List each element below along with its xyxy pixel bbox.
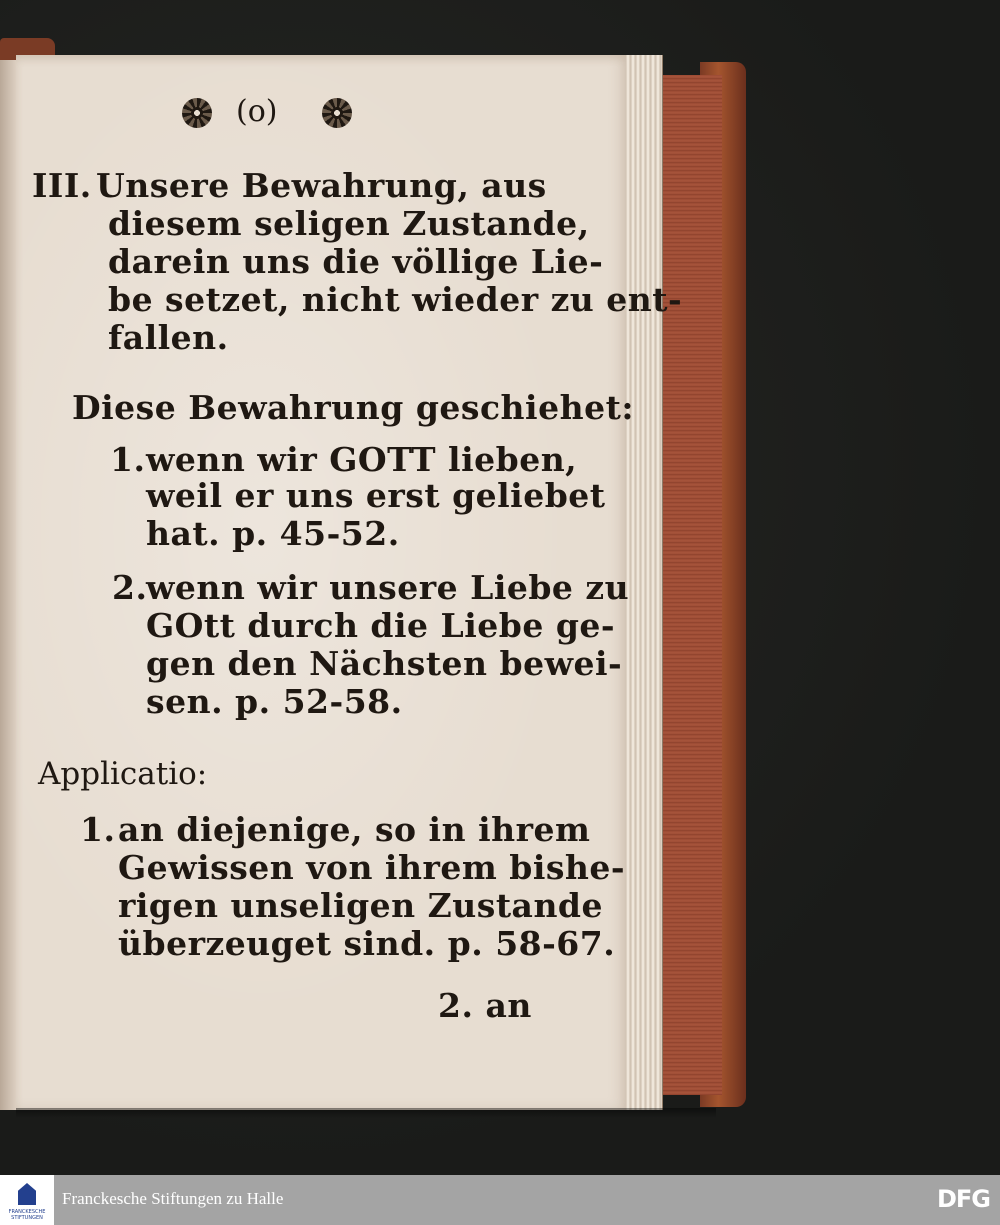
logo-text: FRANCKESCHE STIFTUNGEN: [8, 1209, 46, 1221]
item-line: überzeuget sind. p. 58-67.: [118, 924, 616, 963]
dfg-logo[interactable]: DFG: [936, 1185, 990, 1213]
institution-name[interactable]: Franckesche Stiftungen zu Halle: [62, 1189, 284, 1208]
red-page-edge: [660, 75, 722, 1095]
item-line: an diejenige, so in ihrem: [118, 810, 591, 849]
item-line: wenn wir unsere Liebe zu: [146, 568, 630, 607]
rosette-ornament-icon: [182, 98, 212, 128]
item-line: gen den Nächsten bewei-: [146, 644, 623, 683]
item-line: GOtt durch die Liebe ge-: [146, 606, 616, 645]
page-shadow: [16, 1108, 716, 1118]
section-intro: Diese Bewahrung geschiehet:: [72, 388, 634, 427]
page-number: (o): [236, 94, 278, 129]
heading-line: diesem seligen Zustande,: [108, 204, 590, 243]
heading-line: fallen.: [108, 318, 229, 357]
item-line: sen. p. 52-58.: [146, 682, 403, 721]
rosette-ornament-icon: [322, 98, 352, 128]
heading-numeral: III.: [32, 166, 92, 205]
item-marker: 2.: [112, 568, 148, 607]
page-header: [180, 96, 360, 136]
viewer-footer: [0, 1175, 1000, 1225]
item-marker: 1.: [110, 440, 146, 479]
institution-logo[interactable]: [0, 1175, 54, 1225]
item-marker: 1.: [80, 810, 116, 849]
item-line: wenn wir GOTT lieben,: [146, 440, 578, 479]
applicatio-label: Applicatio:: [38, 756, 208, 792]
item-line: weil er uns erst geliebet: [146, 476, 606, 515]
facing-page-edge: [0, 60, 17, 1110]
catchword: 2. an: [438, 986, 532, 1025]
building-icon: [18, 1183, 36, 1205]
item-line: Gewissen von ihrem bishe-: [118, 848, 626, 887]
item-line: rigen unseligen Zustande: [118, 886, 604, 925]
heading-line: Unsere Bewahrung, aus: [96, 166, 547, 205]
heading-line: darein uns die völlige Lie-: [108, 242, 604, 281]
item-line: hat. p. 45-52.: [146, 514, 400, 553]
heading-line: be setzet, nicht wieder zu ent-: [108, 280, 683, 319]
